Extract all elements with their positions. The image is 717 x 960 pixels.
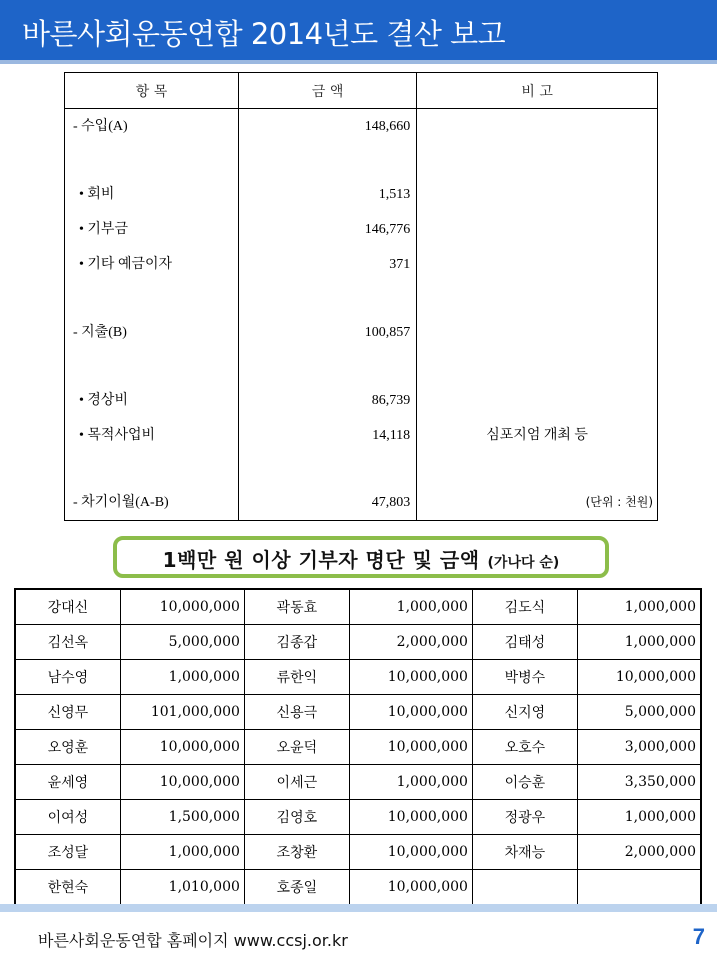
budget-item-project: • 목적사업비 — [79, 428, 156, 443]
donor-amount: 101,000,000 — [120, 695, 244, 730]
donor-name: 이여성 — [15, 800, 120, 835]
donor-amount: 2,000,000 — [349, 625, 472, 660]
table-row — [15, 730, 701, 765]
budget-item-operating: • 경상비 — [79, 393, 128, 408]
donor-amount: 10,000,000 — [349, 660, 472, 695]
budget-item-expense: - 지출(B) — [73, 325, 127, 340]
budget-amount-fees: 1,513 — [378, 187, 411, 202]
donor-amount: 2,000,000 — [577, 835, 701, 870]
table-row — [15, 589, 701, 625]
donor-name: 조창환 — [244, 835, 349, 870]
footer-divider — [0, 904, 717, 912]
col-header-amount: 금 액 — [239, 73, 417, 109]
donor-amount: 10,000,000 — [120, 589, 244, 625]
table-row — [15, 870, 701, 906]
budget-amount-operating: 86,739 — [371, 393, 411, 408]
budget-amount-carryover: 47,803 — [371, 495, 411, 510]
unit-note: (단위 : 천원) — [585, 495, 653, 509]
donor-amount: 1,000,000 — [577, 625, 701, 660]
table-row — [15, 835, 701, 870]
donor-amount: 3,000,000 — [577, 730, 701, 765]
budget-amount-expense: 100,857 — [364, 325, 411, 340]
donors-banner-sub: (가나다 순) — [487, 555, 560, 571]
donors-banner — [113, 536, 609, 578]
budget-item-fees: • 회비 — [79, 187, 115, 202]
page-header — [0, 0, 717, 64]
donor-name: 곽동효 — [244, 589, 349, 625]
page-number: 7 — [692, 924, 705, 949]
budget-item-donations: • 기부금 — [79, 222, 128, 237]
donor-amount: 10,000,000 — [349, 870, 472, 906]
donor-amount: 10,000,000 — [349, 835, 472, 870]
donor-amount: 1,010,000 — [120, 870, 244, 906]
donor-amount: 5,000,000 — [577, 695, 701, 730]
donor-name: 신용극 — [244, 695, 349, 730]
donor-name: 김영호 — [244, 800, 349, 835]
donor-name — [472, 870, 577, 906]
donor-name: 남수영 — [15, 660, 120, 695]
donor-amount: 1,000,000 — [577, 800, 701, 835]
donor-amount: 10,000,000 — [349, 730, 472, 765]
budget-amounts-column — [239, 109, 417, 521]
budget-notes-column — [417, 109, 658, 521]
donor-name: 신영무 — [15, 695, 120, 730]
budget-items-column — [65, 109, 239, 521]
donor-name: 조성달 — [15, 835, 120, 870]
donor-name: 오호수 — [472, 730, 577, 765]
donor-name: 오영훈 — [15, 730, 120, 765]
donor-amount: 1,000,000 — [577, 589, 701, 625]
donor-amount: 1,000,000 — [349, 765, 472, 800]
budget-table — [64, 72, 658, 521]
donor-name: 김도식 — [472, 589, 577, 625]
donor-name: 박병수 — [472, 660, 577, 695]
budget-amount-donations: 146,776 — [364, 222, 411, 237]
donor-name: 이세근 — [244, 765, 349, 800]
donor-name: 오윤덕 — [244, 730, 349, 765]
donor-name: 이승훈 — [472, 765, 577, 800]
donor-name: 호종일 — [244, 870, 349, 906]
col-header-item: 항 목 — [65, 73, 239, 109]
donor-amount: 1,500,000 — [120, 800, 244, 835]
donor-amount: 10,000,000 — [120, 730, 244, 765]
budget-item-interest: • 기타 예금이자 — [79, 257, 173, 272]
donor-name: 김선옥 — [15, 625, 120, 660]
donor-name: 김종갑 — [244, 625, 349, 660]
page-title: 바른사회운동연합 2014년도 결산 보고 — [22, 17, 506, 51]
budget-amount-project: 14,118 — [372, 428, 411, 443]
donor-amount: 1,000,000 — [349, 589, 472, 625]
budget-item-carryover: - 차기이월(A-B) — [73, 495, 169, 510]
donor-name: 류한익 — [244, 660, 349, 695]
donor-name: 한현숙 — [15, 870, 120, 906]
table-row — [15, 800, 701, 835]
table-row — [15, 765, 701, 800]
donors-banner-title: 1백만 원 이상 기부자 명단 및 금액 — [162, 548, 480, 572]
donor-amount: 1,000,000 — [120, 835, 244, 870]
donor-amount: 5,000,000 — [120, 625, 244, 660]
donor-amount: 3,350,000 — [577, 765, 701, 800]
table-row — [15, 660, 701, 695]
donor-name: 신지영 — [472, 695, 577, 730]
donor-amount — [577, 870, 701, 906]
donor-name: 윤세영 — [15, 765, 120, 800]
table-row — [15, 625, 701, 660]
budget-note-project: 심포지엄 개최 등 — [486, 428, 588, 443]
table-row — [15, 695, 701, 730]
col-header-note: 비 고 — [417, 73, 658, 109]
donor-amount: 10,000,000 — [120, 765, 244, 800]
donor-amount: 1,000,000 — [120, 660, 244, 695]
budget-amount-interest: 371 — [389, 257, 411, 272]
footer-homepage-text: 바른사회운동연합 홈페이지 www.ccsj.or.kr — [38, 931, 348, 950]
donor-amount: 10,000,000 — [349, 800, 472, 835]
budget-item-income: - 수입(A) — [73, 119, 128, 134]
donor-name: 정광우 — [472, 800, 577, 835]
donor-name: 김태성 — [472, 625, 577, 660]
donor-amount: 10,000,000 — [349, 695, 472, 730]
donor-name: 차재능 — [472, 835, 577, 870]
donor-name: 강대신 — [15, 589, 120, 625]
donors-table — [14, 588, 702, 906]
budget-amount-income: 148,660 — [364, 119, 411, 134]
donor-amount: 10,000,000 — [577, 660, 701, 695]
